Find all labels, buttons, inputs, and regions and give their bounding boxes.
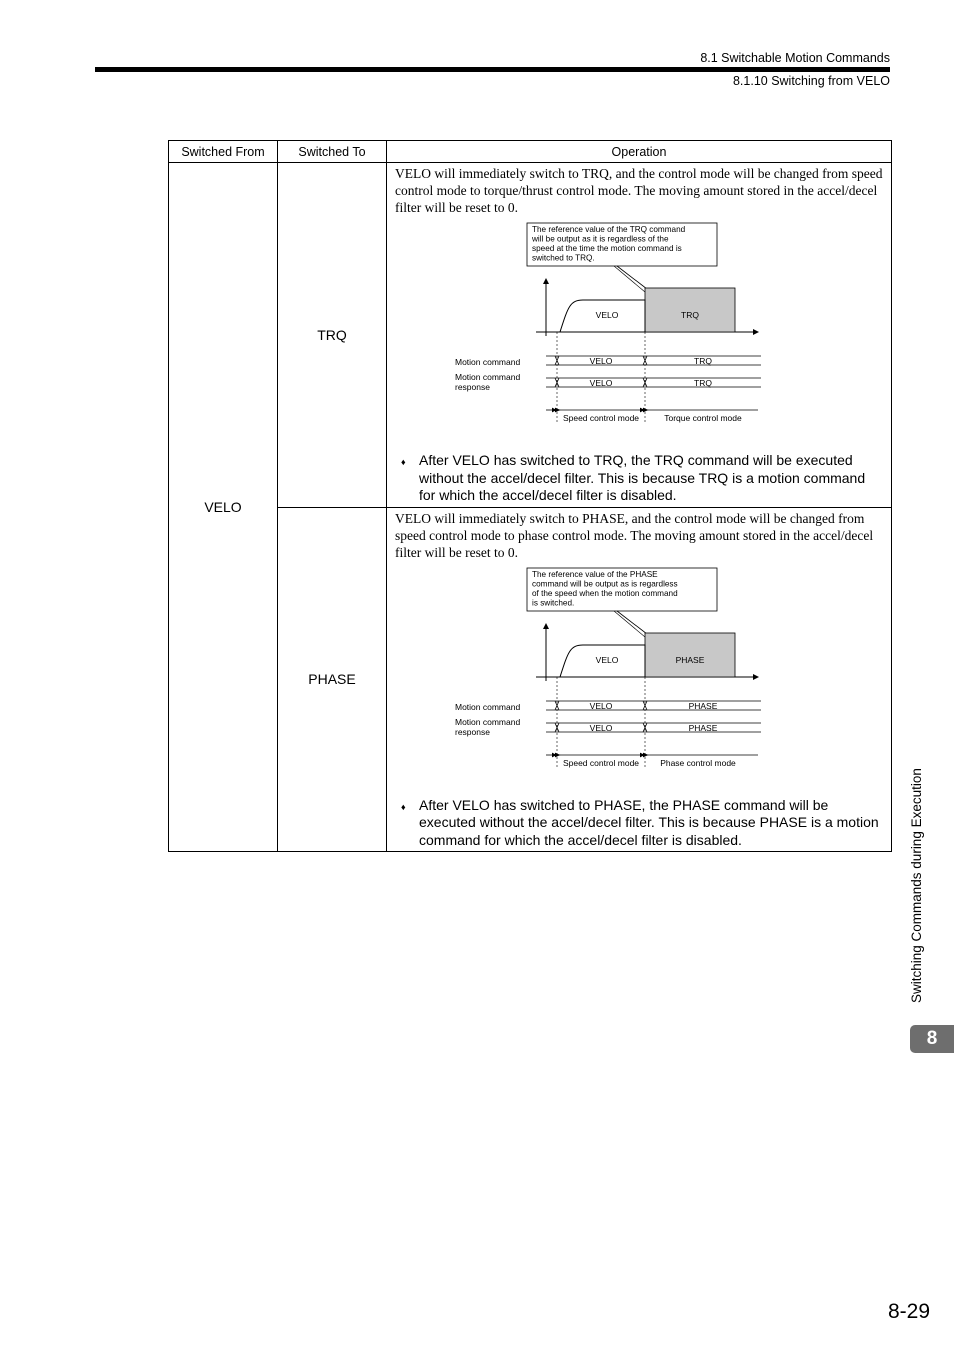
command-after-label: TRQ — [694, 356, 712, 366]
command-before-label: VELO — [589, 700, 613, 711]
switching-timing-diagram — [388, 567, 891, 797]
note-text: After VELO has switched to PHASE, the PHASE command will be executed without the accel/decel filter. This is because PHASE is a motion command for which the accel/decel filter is disabled. — [419, 796, 879, 848]
column-header: Operation — [387, 141, 892, 163]
switched-to-cell: TRQ — [278, 163, 387, 508]
mode-before-label: Speed control mode — [562, 757, 640, 768]
header-rule — [95, 67, 890, 72]
table-header-row — [169, 141, 892, 163]
note-item — [387, 452, 891, 507]
motion-response-label: Motion command response — [455, 716, 521, 737]
new-area-label: TRQ — [681, 310, 699, 320]
section-title: 8.1 Switchable Motion Commands — [700, 51, 890, 65]
velo-area-label: VELO — [595, 310, 619, 320]
operation-cell — [387, 163, 892, 508]
operation-cell — [387, 507, 892, 852]
response-after-label: TRQ — [694, 378, 712, 388]
chapter-tab: 8 — [910, 1025, 954, 1053]
mode-after-label: Torque control mode — [664, 413, 742, 423]
command-after-label: PHASE — [688, 700, 718, 711]
switched-to-cell: PHASE — [278, 507, 387, 852]
chapter-side-title: Switching Commands during Execution — [909, 768, 924, 1003]
motion-response-label: Motion command response — [455, 372, 521, 392]
new-area-label: PHASE — [675, 654, 705, 665]
callout-text: The reference value of the TRQ command will be output as it is regardless of the speed at the time the motion command is switched to TRQ. — [532, 225, 686, 263]
callout-text: The reference value of the PHASE command will be output as is regardless of the speed when the motion command is switched. — [532, 569, 678, 607]
mode-before-label: Speed control mode — [562, 413, 640, 423]
bullet-icon: ♦ — [401, 457, 406, 467]
operation-description: VELO will immediately switch to PHASE, and the control mode will be changed from speed control mode to phase control mode. The moving amount stored in the accel/decel filter will be reset to 0. — [395, 510, 874, 560]
table-row — [169, 507, 892, 852]
response-before-label: VELO — [589, 722, 613, 733]
velo-area-label: VELO — [595, 654, 619, 665]
column-header: Switched From — [169, 141, 278, 163]
table-row — [169, 163, 892, 508]
motion-command-label: Motion command — [455, 357, 521, 367]
mode-after-label: Phase control mode — [660, 757, 736, 768]
subsection-title: 8.1.10 Switching from VELO — [732, 74, 890, 88]
response-after-label: PHASE — [688, 722, 718, 733]
note-text: After VELO has switched to TRQ, the TRQ command will be executed without the accel/decel filter. This is because TRQ is a motion command for which the accel/decel filter is disabled. — [419, 452, 866, 503]
response-before-label: VELO — [589, 378, 613, 388]
note-item — [387, 797, 891, 852]
command-before-label: VELO — [589, 356, 613, 366]
operation-description: VELO will immediately switch to TRQ, and the control mode will be changed from speed control mode to torque/thrust control mode. The moving amount stored in the accel/decel filter will be reset to 0. — [395, 166, 883, 215]
switched-from-cell: VELO — [169, 163, 278, 852]
column-header: Switched To — [278, 141, 387, 163]
motion-command-label: Motion command — [455, 701, 521, 712]
switching-table — [168, 140, 892, 852]
switching-timing-diagram — [388, 222, 891, 452]
bullet-icon: ♦ — [401, 801, 406, 812]
page-number: 8-29 — [887, 1300, 930, 1323]
